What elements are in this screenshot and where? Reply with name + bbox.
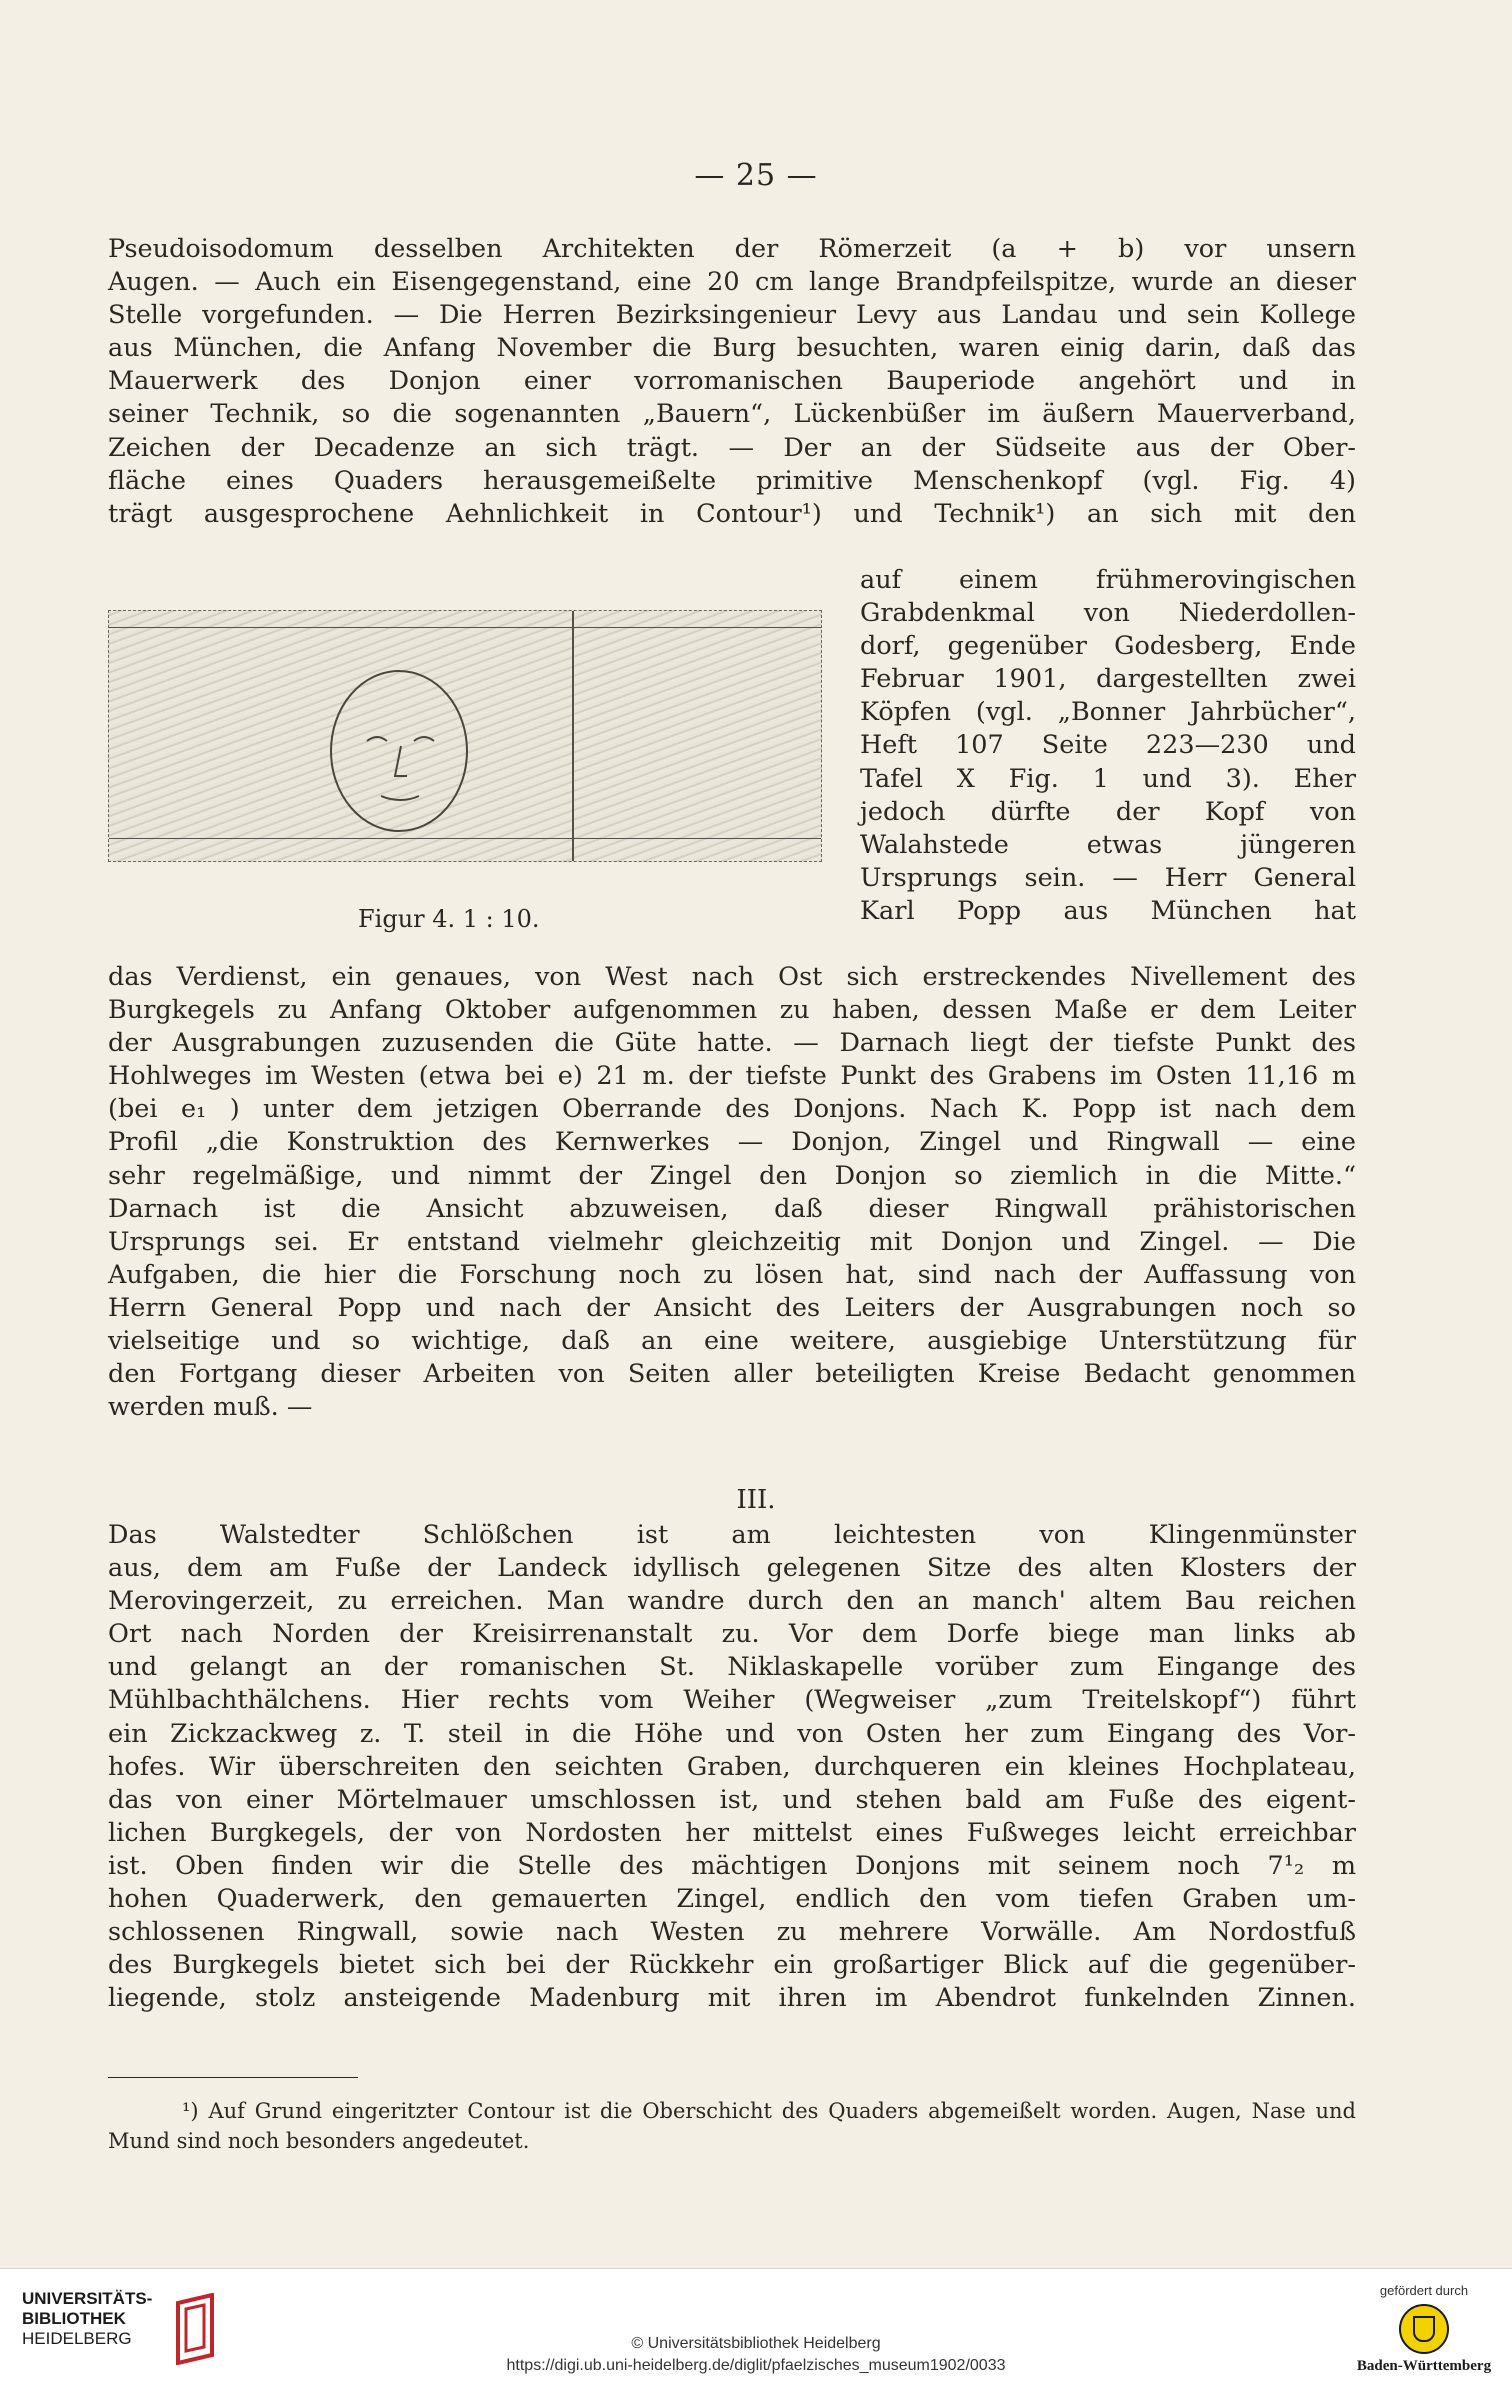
library-name-line-1: UNIVERSITÄTS- xyxy=(22,2289,153,2308)
text-line: und gelangt an der romanischen St. Niklaskapelle vorüber zum Eingange des xyxy=(108,1652,1356,1683)
text-line: fläche eines Quaders herausgemeißelte primitive Menschenkopf (vgl. Fig. 4) xyxy=(108,465,1356,496)
text-line: Hohlweges im Westen (etwa bei e) 21 m. der tiefste Punkt des Grabens im Osten 11,16 m xyxy=(108,1061,1356,1092)
figure-4 xyxy=(108,610,828,933)
footnote: ¹) Auf Grund eingeritzter Contour ist die Oberschicht des Quaders abgemeißelt worden. Augen, Nase und Mund sind noch besonders angedeutet. xyxy=(108,2099,1356,2153)
text-line: auf einem frühmerovingischen xyxy=(860,565,1356,595)
text-line: hohen Quaderwerk, den gemauerten Zingel, endlich den vom tiefen Graben um- xyxy=(108,1884,1356,1915)
text-line: sehr regelmäßige, und nimmt der Zingel den Donjon so ziemlich in die Mitte.“ xyxy=(108,1160,1356,1191)
sponsor-label: gefördert durch xyxy=(1379,2283,1469,2298)
paragraph-3 xyxy=(108,1519,1356,2015)
carved-head-drawing xyxy=(109,611,821,861)
text-line: Burgkegels zu Anfang Oktober aufgenommen zu haben, dessen Maße er dem Leiter xyxy=(108,995,1356,1026)
paragraph-1 xyxy=(108,233,1356,531)
text-line: Ort nach Norden der Kreisirrenanstalt zu. Vor dem Dorfe biege man links ab xyxy=(108,1619,1356,1650)
figure-image xyxy=(108,610,822,862)
text-line: das von einer Mörtelmauer umschlossen ist, und stehen bald am Fuße des eigent- xyxy=(108,1784,1356,1815)
sponsor-logo[interactable] xyxy=(1354,2283,1494,2383)
text-line: Stelle vorgefunden. — Die Herren Bezirksingenieur Levy aus Landau und sein Kollege xyxy=(108,300,1356,331)
text-line: Mühlbachthälchens. Hier rechts vom Weiher (Wegweiser „zum Treitelskopf“) führt xyxy=(108,1685,1356,1716)
text-line: schlossenen Ringwall, sowie nach Westen zu mehrere Vorwälle. Am Nordostfuß xyxy=(108,1917,1356,1948)
text-line: Ursprungs sei. Er entstand vielmehr gleichzeitig mit Donjon und Zingel. — Die xyxy=(108,1226,1356,1257)
float-paragraph-lines xyxy=(860,564,1356,928)
paragraph-1-lines xyxy=(108,233,1356,531)
text-line: jedoch dürfte der Kopf von xyxy=(860,796,1356,827)
footnote-rule xyxy=(108,2077,358,2078)
text-line: Das Walstedter Schlößchen ist am leichtesten von Klingenmünster xyxy=(108,1520,1356,1550)
text-line: aus München, die Anfang November die Burg besuchten, waren einig darin, daß das xyxy=(108,333,1356,364)
paragraph-2 xyxy=(108,961,1356,1424)
text-line: den Fortgang dieser Arbeiten von Seiten aller beteiligten Kreise Bedacht genommen xyxy=(108,1359,1356,1390)
text-line: Pseudoisodomum desselben Architekten der Römerzeit (a + b) vor unsern xyxy=(108,234,1356,264)
text-line: (bei e₁ ) unter dem jetzigen Oberrande des Donjons. Nach K. Popp ist nach dem xyxy=(108,1094,1356,1125)
text-line: des Burgkegels bietet sich bei der Rückkehr ein großartiger Blick auf die gegenüber- xyxy=(108,1950,1356,1981)
state-seal-icon xyxy=(1399,2304,1449,2354)
text-line: Darnach ist die Ansicht abzuweisen, daß dieser Ringwall prähistorischen xyxy=(108,1193,1356,1224)
text-line: Merovingerzeit, zu erreichen. Man wandre durch den an manch' altem Bau reichen xyxy=(108,1586,1356,1617)
text-line: Heft 107 Seite 223—230 und xyxy=(860,730,1356,761)
library-name-line-2: BIBLIOTHEK xyxy=(22,2309,126,2328)
text-line: seiner Technik, so die sogenannten „Bauern“, Lückenbüßer im äußern Mauerverband, xyxy=(108,399,1356,430)
footer-bar xyxy=(0,2268,1512,2387)
text-line: Karl Popp aus München hat xyxy=(860,895,1356,926)
text-line: Grabdenkmal von Niederdollen- xyxy=(860,598,1356,629)
paragraph-2-lines xyxy=(108,961,1356,1424)
text-line: vielseitige und so wichtige, daß an eine weitere, ausgiebige Unterstützung für xyxy=(108,1326,1356,1357)
text-line: Mauerwerk des Donjon einer vorromanischen Bauperiode angehört und in xyxy=(108,366,1356,397)
text-line: trägt ausgesprochene Aehnlichkeit in Contour¹) und Technik¹) an sich mit den xyxy=(108,498,1356,529)
page-number: — 25 — xyxy=(694,158,818,193)
text-line: Tafel X Fig. 1 und 3). Eher xyxy=(860,763,1356,794)
text-line: Walahstede etwas jüngeren xyxy=(860,829,1356,860)
text-line: werden muß. — xyxy=(108,1392,313,1423)
text-line: Zeichen der Decadenze an sich trägt. — Der an der Südseite aus der Ober- xyxy=(108,432,1356,463)
text-line: Ursprungs sein. — Herr General xyxy=(860,862,1356,893)
figure-caption: Figur 4. 1 : 10. xyxy=(358,905,540,933)
text-line: liegende, stolz ansteigende Madenburg mit ihren im Abendrot funkelnden Zinnen. xyxy=(108,1983,1356,2014)
text-line: Augen. — Auch ein Eisengegenstand, eine 20 cm lange Brandpfeilspitze, wurde an dieser xyxy=(108,267,1356,298)
text-line: dorf, gegenüber Godesberg, Ende xyxy=(860,631,1356,662)
source-url[interactable]: https://digi.ub.uni-heidelberg.de/diglit/pfaelzisches_museum1902/0033 xyxy=(506,2357,1006,2374)
text-line: lichen Burgkegels, der von Nordosten her mittelst eines Fußweges leicht erreichbar xyxy=(108,1817,1356,1848)
text-line: hofes. Wir überschreiten den seichten Graben, durchqueren ein kleines Hochplateau, xyxy=(108,1751,1356,1782)
section-heading: III. xyxy=(736,1485,776,1515)
text-line: Köpfen (vgl. „Bonner Jahrbücher“, xyxy=(860,697,1356,728)
text-line: der Ausgrabungen zuzusenden die Güte hatte. — Darnach liegt der tiefste Punkt des xyxy=(108,1028,1356,1059)
text-line: aus, dem am Fuße der Landeck idyllisch gelegenen Sitze des alten Klosters der xyxy=(108,1553,1356,1584)
sponsor-name: Baden-Württemberg xyxy=(1356,2358,1492,2374)
text-line: Profil „die Konstruktion des Kernwerkes — Donjon, Zingel und Ringwall — eine xyxy=(108,1127,1356,1158)
text-line: Herrn General Popp und nach der Ansicht des Leiters der Ausgrabungen noch so xyxy=(108,1292,1356,1323)
library-emblem-icon xyxy=(172,2293,220,2365)
text-line: ein Zickzackweg z. T. steil in die Höhe und von Osten her zum Eingang des Vor- xyxy=(108,1718,1356,1749)
text-line: Februar 1901, dargestellten zwei xyxy=(860,664,1356,695)
library-name-line-3: HEIDELBERG xyxy=(22,2329,132,2348)
paragraph-3-lines xyxy=(108,1519,1356,2015)
text-line: Aufgaben, die hier die Forschung noch zu lösen hat, sind nach der Auffassung von xyxy=(108,1259,1356,1290)
text-line: ist. Oben finden wir die Stelle des mächtigen Donjons mit seinem noch 7¹₂ m xyxy=(108,1850,1356,1881)
copyright-notice: © Universitätsbibliothek Heidelberg xyxy=(631,2335,881,2352)
text-line: das Verdienst, ein genaues, von West nach Ost sich erstreckendes Nivellement des xyxy=(108,962,1356,992)
float-paragraph xyxy=(860,564,1356,928)
